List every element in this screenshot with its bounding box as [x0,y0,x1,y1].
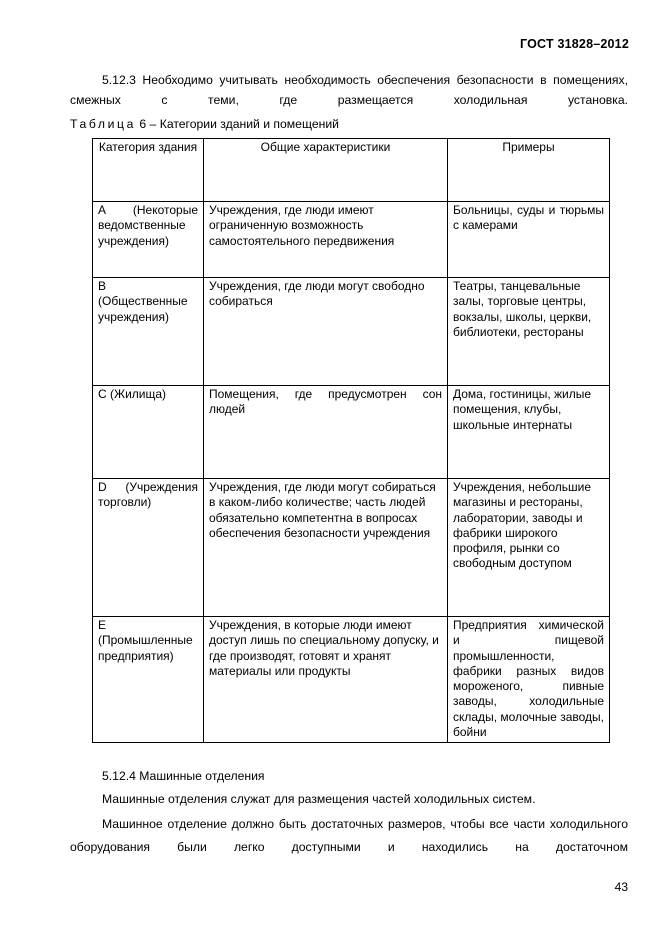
building-categories-table [92,138,610,743]
table-row [93,479,610,617]
intro-paragraph: 5.12.3 Необходимо учитывать необходимость обеспечения безопасности в помещениях, смежных с теми, где размещается холодильная установка. [70,73,628,107]
characteristics-cell: Учреждения, где люди могут свободно собираться [204,278,448,386]
table-row [93,202,610,278]
header-characteristics: Общие характеристики [204,139,448,202]
category-cell: С (Жилища) [93,386,204,479]
table-header-row [93,139,610,202]
table-row [93,617,610,743]
section-heading: 5.12.4 Машинные отделения [102,769,265,783]
table-row [93,278,610,386]
examples-cell: Больницы, суды и тюрьмы с камерами [448,202,610,278]
category-cell: А (Некоторые ведомственные учреждения) [93,202,204,278]
characteristics-cell: Учреждения, где люди могут собираться в каком-либо количестве; часть людей обязательно компетентна в вопросах обеспечения безопасности учреждения [204,479,448,617]
examples-cell: Театры, танцевальные залы, торговые центры, вокзалы, школы, церкви, библиотеки, рестораны [448,278,610,386]
characteristics-cell: Учреждения, где люди имеют ограниченную возможность самостоятельного передвижения [204,202,448,278]
table-caption-text: 6 – Категории зданий и помещений [136,117,339,131]
examples-cell: Дома, гостиницы, жилые помещения, клубы, школьные интернаты [448,386,610,479]
characteristics-cell: Учреждения, в которые люди имеют доступ лишь по специальному допуску, и где производят, готовят и хранят материалы или продукты [204,617,448,743]
standard-number: ГОСТ 31828–2012 [520,37,629,51]
paragraph-machine-room-size: Машинное отделение должно быть достаточных размеров, чтобы все части холодильного оборудования были легко доступными и находились на достаточном [70,817,628,854]
paragraph-machine-rooms: Машинные отделения служат для размещения частей холодильных систем. [102,792,536,806]
examples-cell: Предприятия химической и пищевой промышленности, фабрики разных видов мороженого, пивные заводы, холодильные склады, молочные заводы, бойни [448,617,610,743]
category-cell: D (Учреждения торговли) [93,479,204,617]
header-category: Категория здания [93,139,204,202]
category-cell: Е (Промышленные предприятия) [93,617,204,743]
table-row [93,386,610,479]
page-number: 43 [614,880,628,894]
category-cell: В (Общественные учреждения) [93,278,204,386]
table-caption-prefix: Таблица [70,117,136,131]
table-caption [70,116,339,132]
header-examples: Примеры [448,139,610,202]
characteristics-cell: Помещения, где предусмотрен сон людей [204,386,448,479]
examples-cell: Учреждения, небольшие магазины и рестораны, лаборатории, заводы и фабрики широкого профиля, рынки со свободным доступом [448,479,610,617]
